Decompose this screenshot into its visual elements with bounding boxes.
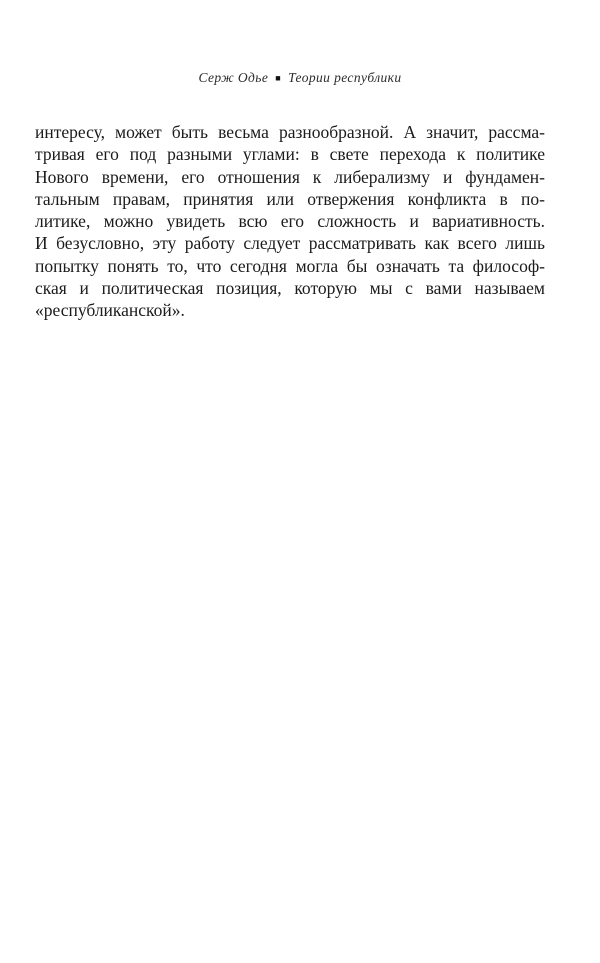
text-line: литике, можно увидеть всю его сложность и вариативность. bbox=[35, 211, 545, 232]
running-header-title: Теории республики bbox=[288, 70, 402, 85]
square-separator-icon: ■ bbox=[275, 73, 282, 83]
text-line: ская и политическая позиция, которую мы с вами называем bbox=[35, 278, 545, 299]
text-line: интересу, может быть весьма разнообразной. А значит, рассма- bbox=[35, 122, 545, 142]
running-header bbox=[0, 68, 600, 88]
text-line: тальным правам, принятия или отвержения конфликта в по- bbox=[35, 188, 545, 209]
text-line: Нового времени, его отношения к либерализму и фундамен- bbox=[35, 166, 545, 187]
text-line: тривая его под разными углами: в свете перехода к политике bbox=[35, 144, 545, 165]
text-line-last: «республиканской». bbox=[35, 300, 185, 321]
body-paragraph bbox=[35, 121, 545, 322]
running-header-author: Серж Одье bbox=[198, 70, 269, 85]
text-line: попытку понять то, что сегодня могла бы означать та философ- bbox=[35, 255, 545, 276]
text-line: И безусловно, эту работу следует рассматривать как всего лишь bbox=[35, 233, 545, 254]
